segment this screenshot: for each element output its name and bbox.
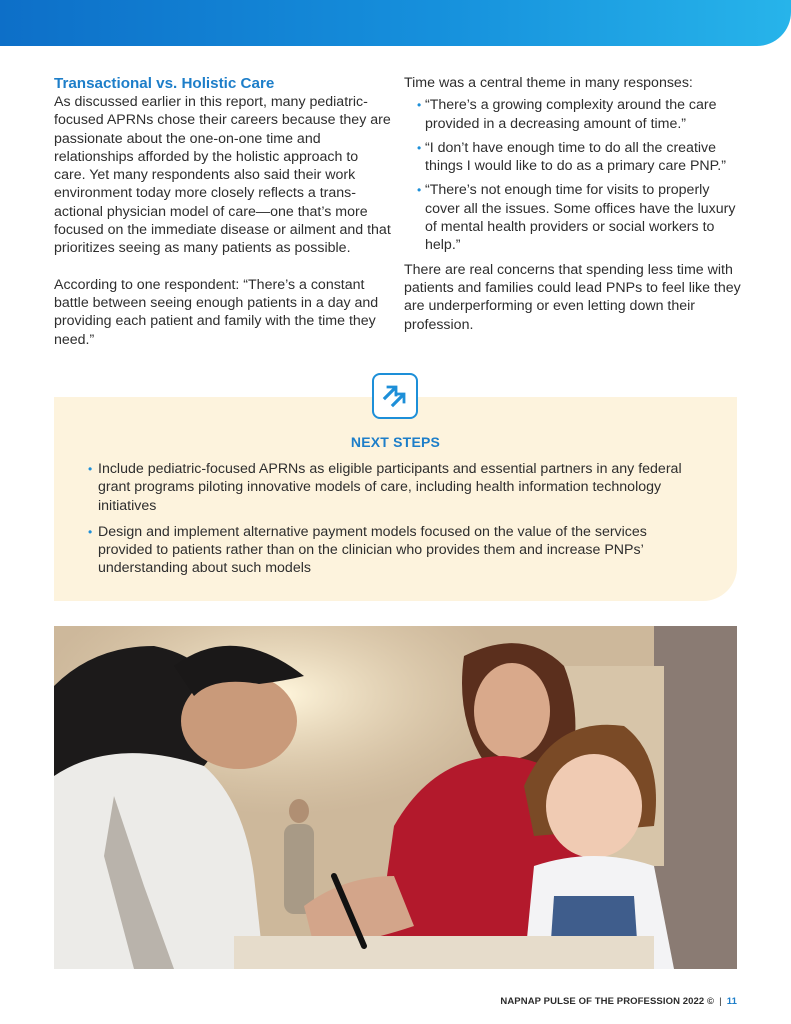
list-item — [88, 523, 698, 578]
quote-text: “There’s a growing complexity around the care provided in a decreasing amount of time.” — [425, 97, 717, 132]
trending-arrows-icon — [372, 373, 418, 419]
section-heading: Transactional vs. Holistic Care — [54, 75, 275, 92]
header-banner — [0, 0, 791, 46]
body-paragraph: According to one respondent: “There’s a constant battle between seeing enough patients in a day and providing each patient and family with the time they need.” — [54, 276, 379, 348]
list-item — [88, 460, 698, 515]
list-item — [404, 96, 744, 133]
bullet-icon: • — [88, 462, 93, 476]
closing-paragraph: There are real concerns that spending less time with patients and families could lead PNPs to feel like they are underperforming or even letting down their profession. — [404, 261, 741, 333]
next-step-text: Include pediatric-focused APRNs as eligible participants and essential partners in any federal grant programs piloting innovative models of care, including health information technology initiatives — [98, 461, 682, 514]
clinic-photo — [54, 626, 737, 969]
intro-paragraph: Time was a central theme in many responses: — [404, 75, 693, 91]
bullet-icon: • — [417, 140, 422, 155]
quote-list — [404, 96, 744, 254]
publication-title: NAPNAP PULSE OF THE PROFESSION 2022 © — [500, 996, 715, 1007]
list-item — [404, 139, 744, 176]
list-item — [404, 181, 744, 254]
bullet-icon: • — [417, 183, 422, 198]
page-footer — [500, 996, 737, 1007]
next-steps-list — [88, 460, 698, 586]
quote-text: “I don’t have enough time to do all the creative things I would like to do as a primary care PNP.” — [425, 139, 726, 175]
quote-text: “There’s not enough time for visits to properly cover all the issues. Some offices have the luxury of mental health providers or social workers to help.” — [425, 182, 736, 254]
next-step-text: Design and implement alternative payment models focused on the value of the services provided to patients rather than on the clinician who provides them and increase PNPs’ understanding about such models — [98, 523, 647, 577]
bullet-icon: • — [417, 98, 422, 113]
page-number: 11 — [726, 996, 737, 1007]
left-column — [54, 74, 392, 349]
footer-separator: | — [719, 996, 722, 1007]
bullet-icon: • — [88, 524, 93, 539]
body-paragraph: As discussed earlier in this report, many pediatric-focused APRNs chose their careers because they are passionate about the one-on-one time and relationships afforded by the holistic approach to care. Yet many respondents also said their work environment today more closely reflects a trans-actional physician model of care—one that’s more focused on the immediate disease or ailment and that prioritizes seeing as many patients as possible. — [54, 94, 391, 257]
right-column — [404, 74, 744, 334]
next-steps-title: NEXT STEPS — [350, 434, 441, 450]
